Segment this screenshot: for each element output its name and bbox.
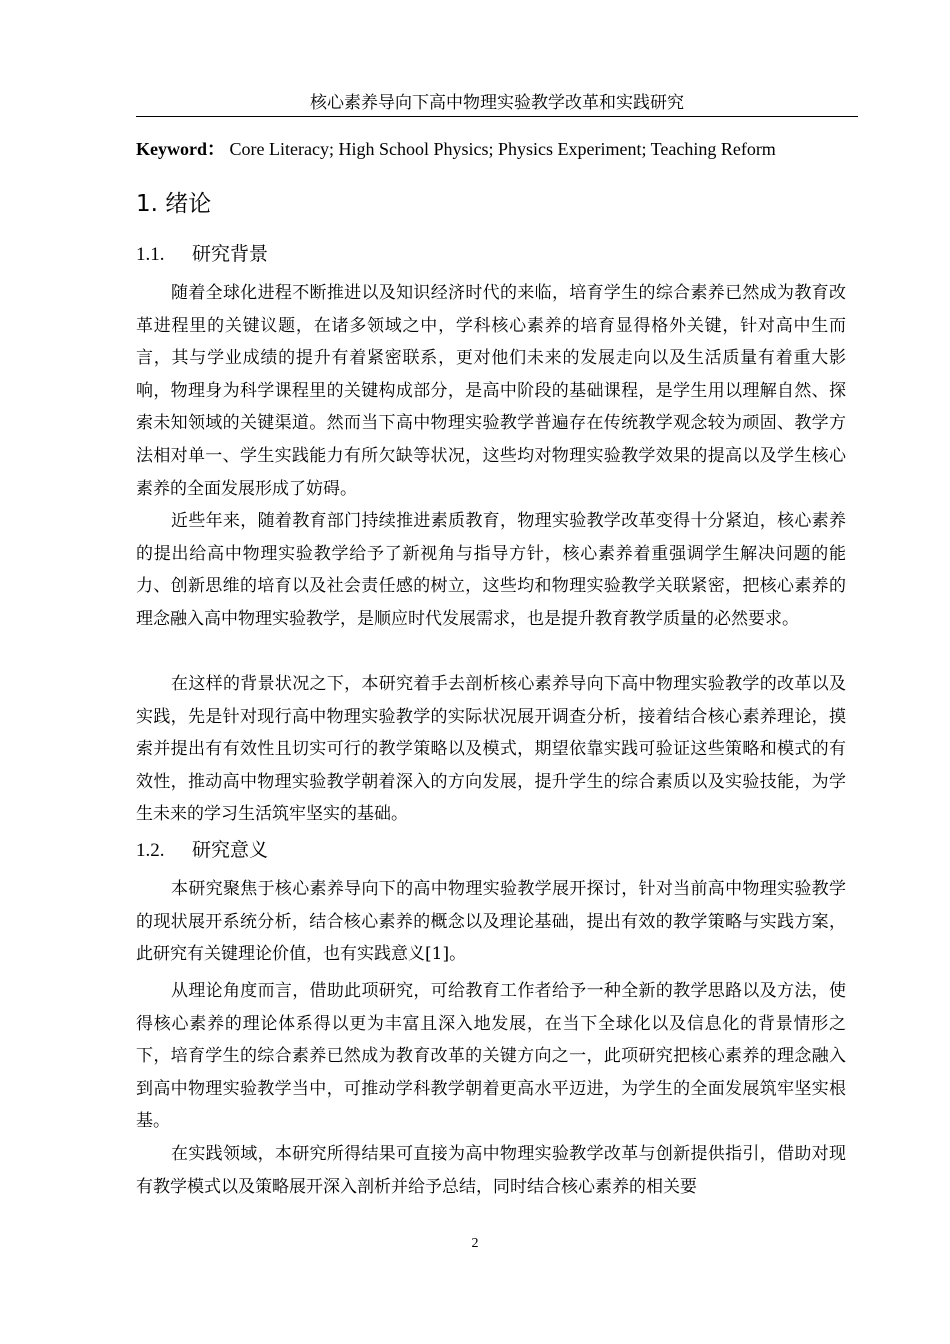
keyword-line (136, 136, 858, 162)
section-heading-1: 1. 绪论 (136, 191, 212, 217)
paragraph: 近些年来，随着教育部门持续推进素质教育，物理实验教学改革变得十分紧迫，核心素养的提出给高中物理实验教学给予了新视角与指导方针，核心素养着重强调学生解决问题的能力、创新思维的培育以及社会责任感的树立，这些均和物理实验教学关联紧密，把核心素养的理念融入高中物理实验教学，是顺应时代发展需求，也是提升教育教学质量的必然要求。 (136, 511, 846, 629)
page-number: 2 (471, 1236, 479, 1251)
keyword-text: Core Literacy; High School Physics; Physics Experiment; Teaching Reform (229, 139, 776, 159)
section-heading-1-1 (136, 240, 268, 269)
paragraph: 从理论角度而言，借助此项研究，可给教育工作者给予一种全新的教学思路以及方法，使得核心素养的理论体系得以更为丰富且深入地发展，在当下全球化以及信息化的背景情形之下，培育学生的综合素养已然成为教育改革的关键方向之一，此项研究把核心素养的理念融入到高中物理实验教学当中，可推动学科教学朝着更高水平迈进，为学生的全面发展筑牢坚实根基。 (136, 981, 846, 1132)
section-title: 研究意义 (192, 839, 269, 861)
paragraph: 在实践领域，本研究所得结果可直接为高中物理实验教学改革与创新提供指引，借助对现有教学模式以及策略展开深入剖析并给予总结，同时结合核心素养的相关要 (136, 1144, 846, 1197)
section-number: 1.1. (136, 244, 165, 265)
section-number: 1.2. (136, 840, 165, 861)
paragraph: 在这样的背景状况之下，本研究着手去剖析核心素养导向下高中物理实验教学的改革以及实践，先是针对现行高中物理实验教学的实际状况展开调查分析，接着结合核心素养理论，摸索并提出有有效性且切实可行的教学策略以及模式，期望依靠实践可验证这些策略和模式的有效性，推动高中物理实验教学朝着深入的方向发展，提升学生的综合素质以及实验技能，为学生未来的学习生活筑牢坚实的基础。 (136, 674, 846, 825)
section-title: 研究背景 (192, 243, 269, 265)
paragraph: 随着全球化进程不断推进以及知识经济时代的来临，培育学生的综合素养已然成为教育改革进程里的关键议题，在诸多领域之中，学科核心素养的培育显得格外关键，针对高中生而言，其与学业成绩的提升有着紧密联系，更对他们未来的发展走向以及生活质量有着重大影响，物理身为科学课程里的关键构成部分，是高中阶段的基础课程，是学生用以理解自然、探索未知领域的关键渠道。然而当下高中物理实验教学普遍存在传统教学观念较为顽固、教学方法相对单一、学生实践能力有所欠缺等状况，这些均对物理实验教学效果的提高以及学生核心素养的全面发展形成了妨碍。 (136, 283, 846, 499)
section-heading-1-2 (136, 836, 268, 865)
running-header: 核心素养导向下高中物理实验教学改革和实践研究 (136, 92, 858, 117)
paragraph: 本研究聚焦于核心素养导向下的高中物理实验教学展开探讨，针对当前高中物理实验教学的现状展开系统分析，结合核心素养的概念以及理论基础，提出有效的教学策略与实践方案，此研究有关键理论价值，也有实践意义[1]。 (136, 879, 846, 965)
keyword-label: Keyword： (136, 139, 225, 159)
